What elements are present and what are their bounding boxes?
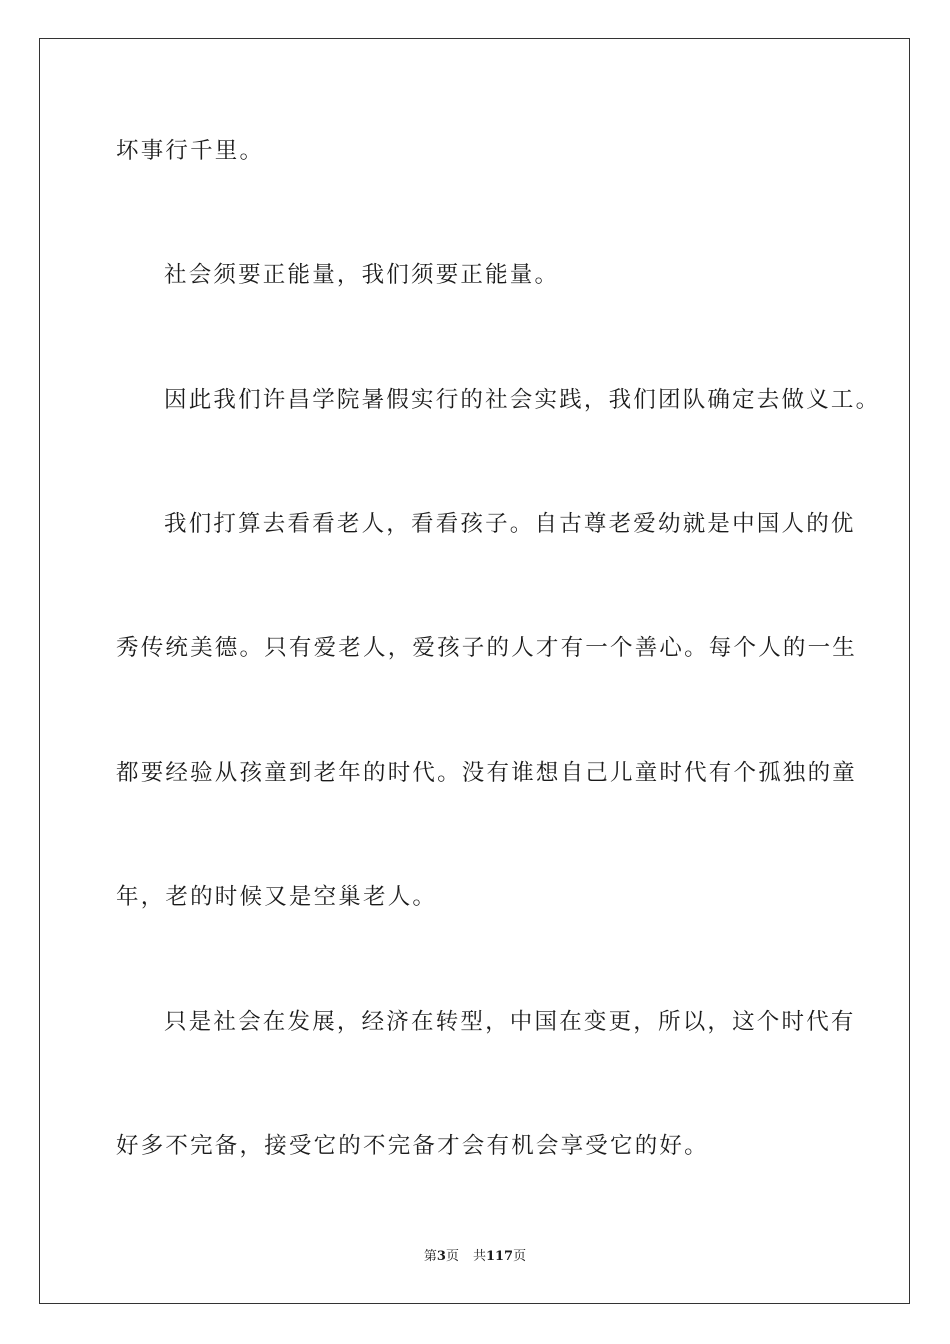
text-line: 好多不完备，接受它的不完备才会有机会享受它的好。 — [116, 1133, 709, 1159]
text-line: 秀传统美德。只有爱老人，爱孩子的人才有一个善心。每个人的一生 — [116, 635, 858, 661]
page-number: 3 — [436, 1249, 446, 1264]
paragraph-line: 我们打算去看看老人，看看孩子。自古尊老爱幼就是中国人的优 — [164, 511, 856, 537]
page-prefix: 第 — [423, 1249, 437, 1264]
text-line: 年，老的时候又是空巢老人。 — [116, 884, 438, 910]
paragraph-line: 因此我们许昌学院暑假实行的社会实践，我们团队确定去做义工。 — [164, 387, 881, 413]
paragraph-line: 社会须要正能量，我们须要正能量。 — [164, 262, 560, 288]
total-pages: 117 — [485, 1249, 514, 1264]
page-border — [39, 38, 910, 1304]
total-prefix: 共 — [472, 1249, 486, 1264]
paragraph-line: 只是社会在发展，经济在转型，中国在变更，所以，这个时代有 — [164, 1009, 856, 1035]
page-footer — [0, 1248, 950, 1266]
page-suffix: 页 — [445, 1249, 459, 1264]
text-line: 都要经验从孩童到老年的时代。没有谁想自己儿童时代有个孤独的童 — [116, 760, 858, 786]
total-suffix: 页 — [513, 1249, 527, 1264]
text-line: 坏事行千里。 — [116, 138, 265, 164]
